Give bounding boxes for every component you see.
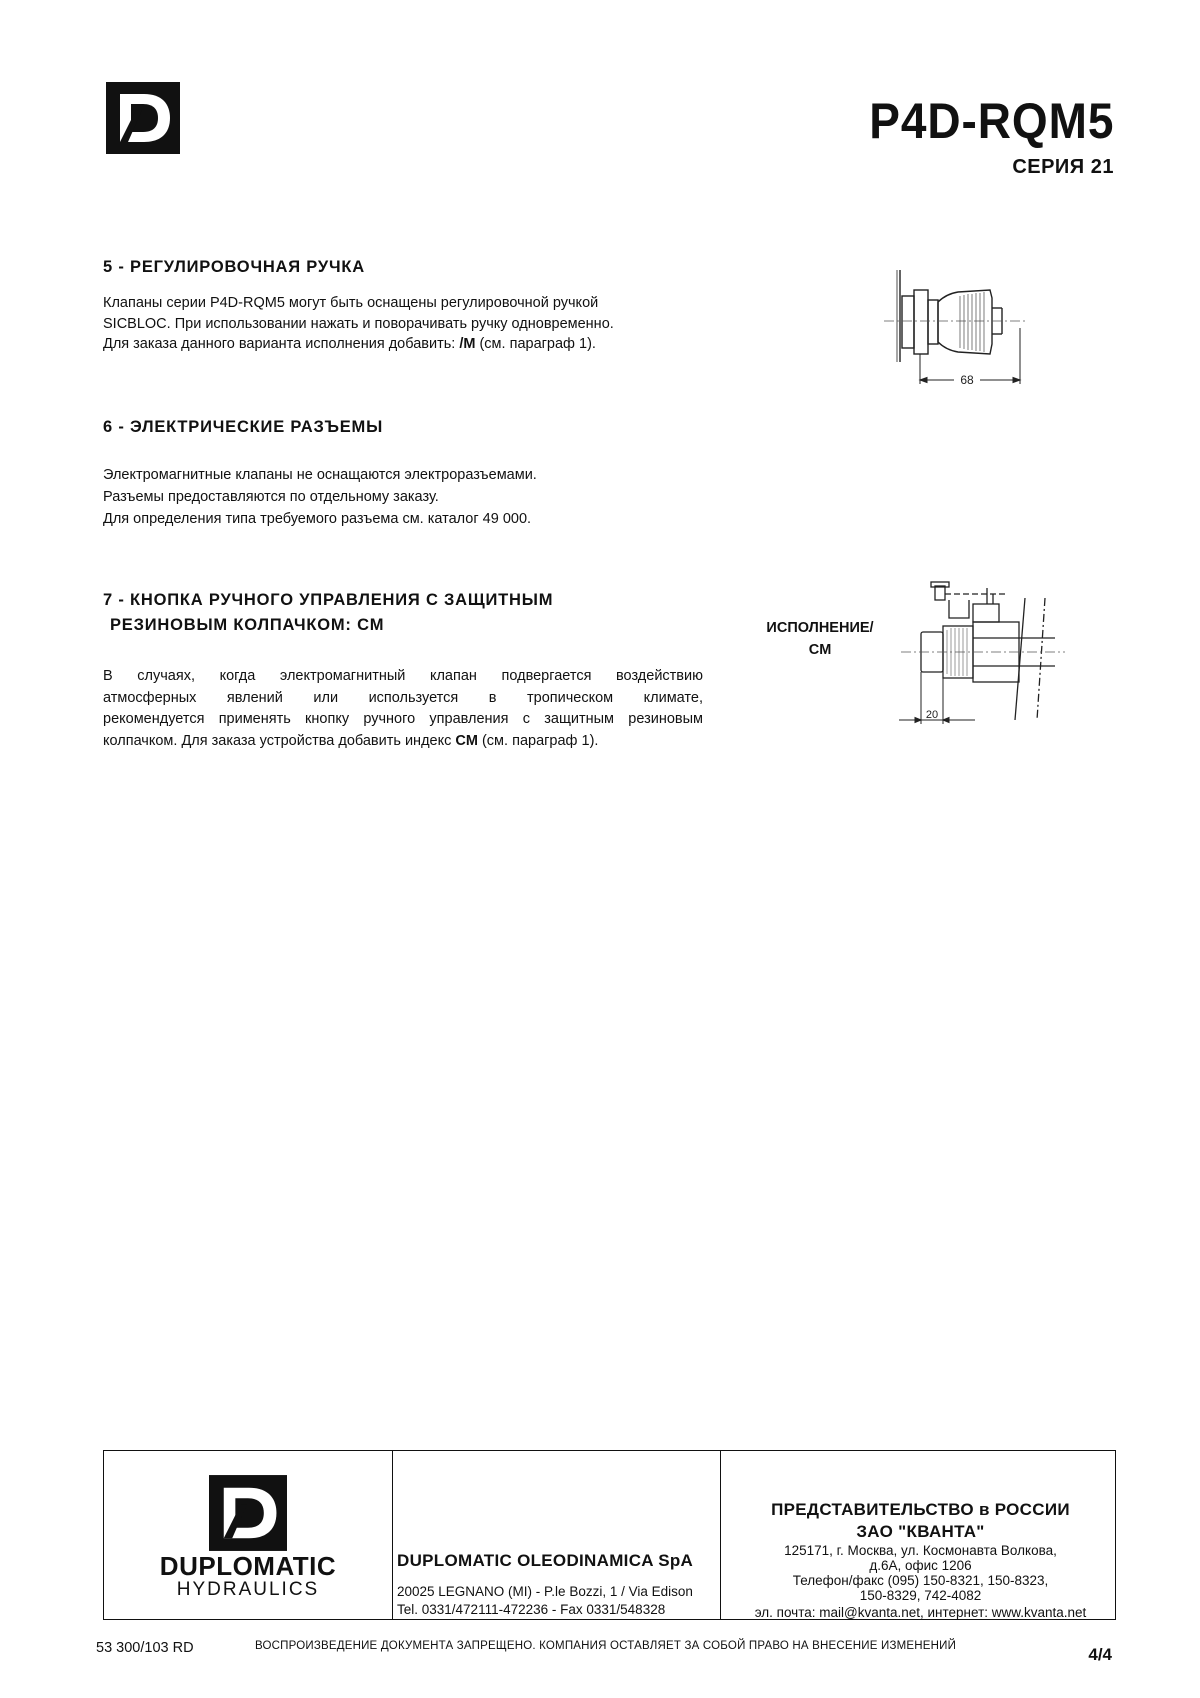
footer-divider (720, 1451, 721, 1619)
phone-fax-line: Tel. 0331/472111-472236 - Fax 0331/548328 (397, 1602, 666, 1617)
footer-box (103, 1450, 1116, 1620)
variant-label-line2: CM (808, 642, 832, 658)
duplomatic-logo-icon (106, 82, 180, 154)
company-address (397, 1583, 693, 1619)
rep-line: 150-8329, 742-4082 (859, 1588, 982, 1603)
section-7-text (103, 666, 703, 752)
russia-representative (724, 1499, 1117, 1620)
section-6-line: Для определения типа требуемого разъема см. каталог 49 000. (103, 511, 532, 527)
section-5-text (103, 293, 614, 355)
rep-title: ПРЕДСТАВИТЕЛЬСТВО в РОССИИ (771, 1500, 1070, 1519)
order-text: Для заказа данного варианта исполнения добавить: (103, 336, 460, 352)
section-6-text (103, 464, 537, 530)
order-code: CM (455, 732, 478, 749)
address-line: 20025 LEGNANO (MI) - P.le Bozzi, 1 / Via Edison (397, 1584, 693, 1599)
section-7-line: рекомендуется применять кнопку ручного управления с защитным резиновым (103, 711, 703, 727)
brand-subtitle: HYDRAULICS (176, 1579, 320, 1600)
rep-contact-line: эл. почта: mail@kvanta.net, интернет: www.kvanta.net (754, 1605, 1087, 1620)
rep-company: ЗАО "КВАНТА" (856, 1522, 985, 1541)
section-7-line: В случаях, когда электромагнитный клапан подвергается воздействию (103, 668, 703, 684)
duplomatic-logo-icon (209, 1475, 287, 1551)
section-6-line: Разъемы предоставляются по отдельному заказу. (103, 489, 439, 505)
order-reference: (см. параграф 1). (475, 336, 596, 352)
adjustment-knob-figure (880, 268, 1030, 390)
section-7-order-line (103, 731, 703, 753)
section-6-line: Электромагнитные клапаны не оснащаются электроразъемами. (103, 467, 537, 483)
section-7-line: атмосферных явлений или используется в тропическом климате, (103, 689, 703, 706)
page-number: 4/4 (1088, 1645, 1112, 1664)
brand-name: DUPLOMATIC (159, 1551, 337, 1581)
rep-line: 125171, г. Москва, ул. Космонавта Волкова, (784, 1543, 1057, 1558)
document-title: P4D-RQM5 (868, 93, 1114, 149)
variant-label-line1: ИСПОЛНЕНИЕ/ (766, 620, 874, 636)
rep-line: д.6А, офис 1206 (869, 1558, 972, 1573)
section-5-line: SICBLOC. При использовании нажать и поворачивать ручку одновременно. (103, 315, 614, 332)
company-name: DUPLOMATIC OLEODINAMICA SpA (397, 1551, 694, 1570)
section-7-heading-line2: РЕЗИНОВЫМ КОЛПАЧКОМ: CM (110, 616, 385, 634)
dimension-68-label: 68 (960, 373, 974, 387)
footer-divider (392, 1451, 393, 1619)
order-reference: (см. параграф 1). (477, 732, 599, 749)
document-number: 53 300/103 RD (96, 1640, 194, 1656)
manual-override-cap-figure (895, 578, 1070, 730)
section-7-heading-line1: 7 - КНОПКА РУЧНОГО УПРАВЛЕНИЯ С ЗАЩИТНЫМ (103, 591, 554, 609)
section-5-order-line (103, 334, 614, 355)
order-text: колпачком. Для заказа устройства добавить индекс (103, 732, 456, 749)
series-label: СЕРИЯ 21 (1012, 156, 1114, 178)
section-5-line: Клапаны серии P4D-RQM5 могут быть оснащены регулировочной ручкой (103, 295, 599, 311)
variant-label (755, 617, 885, 661)
order-code: /M (459, 336, 476, 352)
copyright-notice: ВОСПРОИЗВЕДЕНИЕ ДОКУМЕНТА ЗАПРЕЩЕНО. КОМПАНИЯ ОСТАВЛЯЕТ ЗА СОБОЙ ПРАВО НА ВНЕСЕНИЕ ИЗМЕНЕНИЙ (255, 1640, 957, 1652)
rep-line: Телефон/факс (095) 150-8321, 150-8323, (792, 1573, 1049, 1588)
section-6-heading: 6 - ЭЛЕКТРИЧЕСКИЕ РАЗЪЕМЫ (103, 418, 384, 436)
dimension-20-label: 20 (925, 709, 939, 721)
section-5-heading: 5 - РЕГУЛИРОВОЧНАЯ РУЧКА (103, 258, 365, 276)
